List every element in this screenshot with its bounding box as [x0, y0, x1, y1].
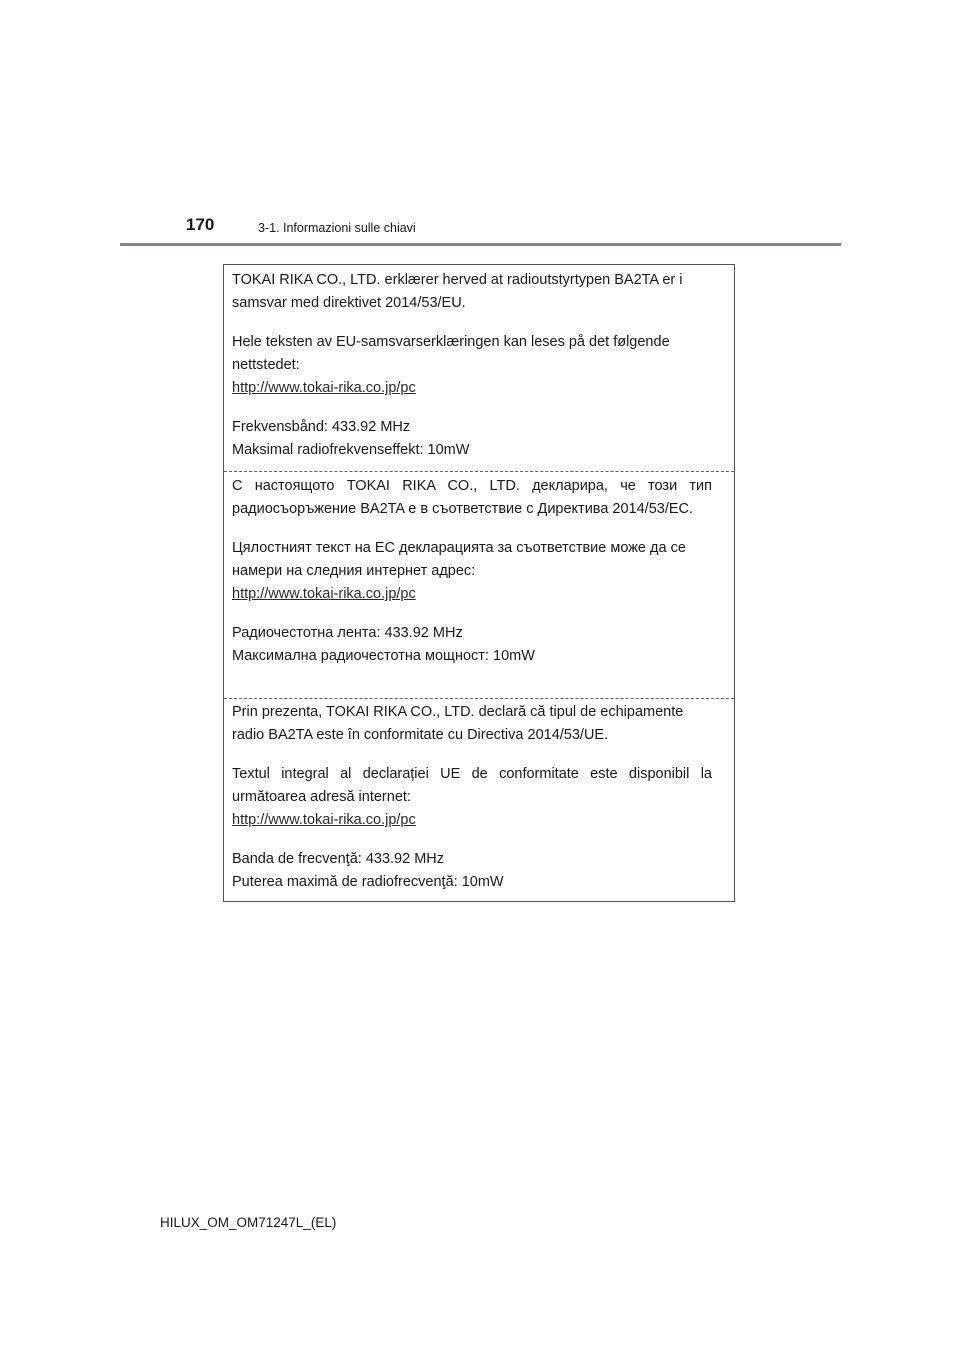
- frequency-band: Frekvensbånd: 433.92 MHz: [232, 419, 411, 435]
- declaration-link[interactable]: http://www.tokai-rika.co.jp/pc: [232, 586, 416, 602]
- declaration-text: TOKAI RIKA CO., LTD. erklærer herved at radioutstyrtypen BA2TA er i samsvar med direktivet 2014/53/EU.: [232, 272, 683, 311]
- full-text-info: Цялостният текст на ЕС декларацията за съответствие може да се намери на следния интернет адрес:: [232, 540, 686, 579]
- declaration-section-norwegian: [224, 269, 734, 462]
- header-rule: [120, 243, 841, 246]
- declaration-text: С настоящото TOKAI RIKA CO., LTD. декларира, че този тип радиосъоръжение BA2TA е в съответствие с Директива 2014/53/ЕС.: [232, 478, 712, 517]
- declaration-link[interactable]: http://www.tokai-rika.co.jp/pc: [232, 812, 416, 828]
- frequency-band: Banda de frecvenţă: 433.92 MHz: [232, 851, 444, 867]
- section-divider: [224, 471, 734, 472]
- max-power: Puterea maximă de radiofrecvenţă: 10mW: [232, 874, 504, 890]
- max-power: Maksimal radiofrekvenseffekt: 10mW: [232, 442, 470, 458]
- document-code: HILUX_OM_OM71247L_(EL): [160, 1215, 337, 1230]
- declaration-box: [223, 264, 735, 902]
- section-divider: [224, 698, 734, 699]
- frequency-band: Радиочестотна лента: 433.92 MHz: [232, 625, 463, 641]
- full-text-info: Hele teksten av EU-samsvarserklæringen kan leses på det følgende nettstedet:: [232, 334, 670, 373]
- declaration-section-bulgarian: [224, 475, 734, 668]
- page-number: 170: [186, 215, 215, 234]
- declaration-link[interactable]: http://www.tokai-rika.co.jp/pc: [232, 380, 416, 396]
- section-title: 3-1. Informazioni sulle chiavi: [258, 221, 416, 235]
- full-text-info: Textul integral al declarației UE de conformitate este disponibil la următoarea adresă internet:: [232, 766, 712, 805]
- max-power: Максимална радиочестотна мощност: 10mW: [232, 648, 535, 664]
- declaration-text: Prin prezenta, TOKAI RIKA CO., LTD. declară că tipul de echipamente radio BA2TA este în conformitate cu Directiva 2014/53/UE.: [232, 704, 684, 743]
- declaration-section-romanian: [224, 701, 734, 894]
